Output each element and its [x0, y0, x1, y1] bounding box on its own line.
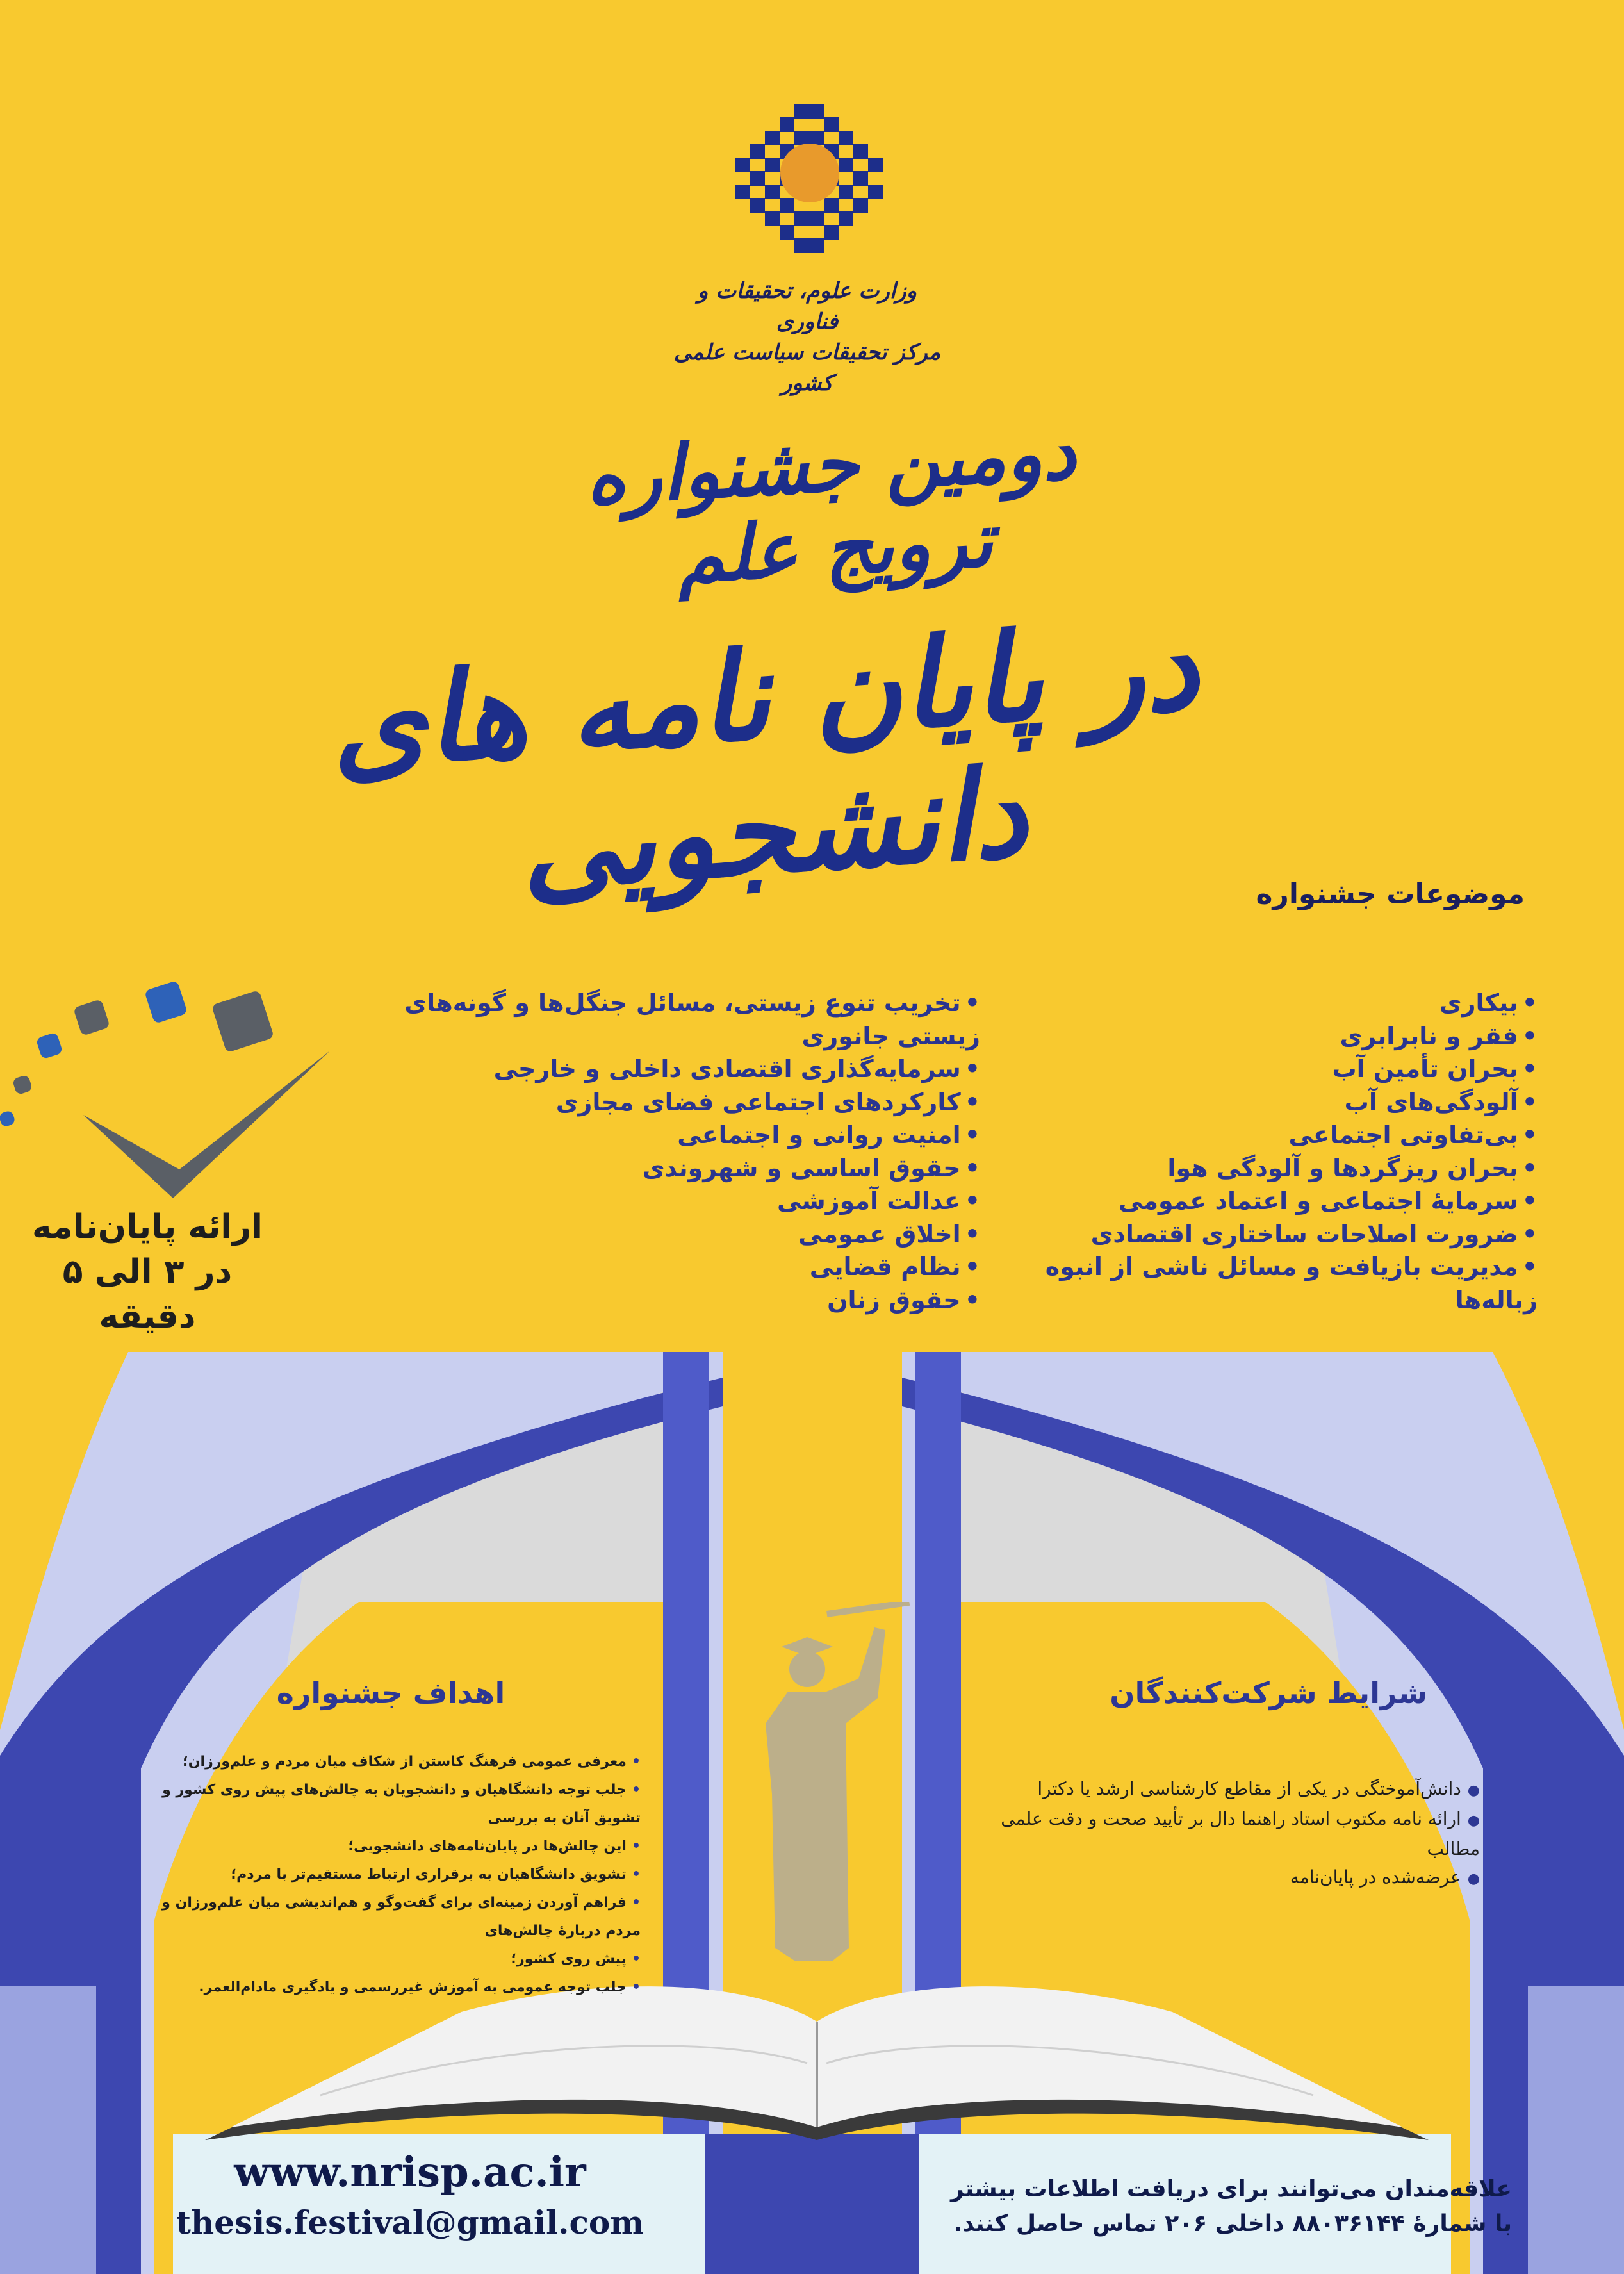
logo-cell — [824, 117, 839, 132]
goal-item: • پیش روی کشور؛ — [141, 1945, 641, 1973]
topic-item: • کارکردهای اجتماعی فضای مجازی — [346, 1086, 980, 1119]
org-line-2: مرکز تحقیقات سیاست علمی کشور — [673, 340, 941, 396]
decor-square — [73, 999, 110, 1036]
topic-item: • آلودگی‌های آب — [961, 1086, 1538, 1119]
presentation-note — [26, 1205, 269, 1339]
organization-name — [666, 276, 948, 399]
decor-square — [0, 1110, 16, 1128]
goal-item: • جلب توجه دانشگاهیان و دانشجویان به چالش‌های پیش روی کشور و تشویق آنان به بررسی — [141, 1776, 641, 1833]
logo-sun — [780, 144, 839, 202]
topic-item: • بی‌تفاوتی اجتماعی — [961, 1119, 1538, 1152]
logo-cell — [794, 238, 809, 253]
logo-cell — [853, 144, 868, 159]
logo-cell — [750, 171, 765, 186]
topic-item: • تخریب تنوع زیستی، مسائل جنگل‌ها و گونه‌های زیستی جانوری — [346, 987, 980, 1053]
decor-square — [144, 980, 188, 1024]
topics-right-list — [961, 987, 1538, 1317]
topic-item: • عدالت آموزشی — [346, 1185, 980, 1218]
goal-item: • این چالش‌ها در پایان‌نامه‌های دانشجویی؛ — [141, 1833, 641, 1861]
logo-cell — [824, 198, 839, 213]
logo-cell — [868, 158, 883, 172]
topic-item: • بیکاری — [961, 987, 1538, 1020]
festival-subtitle: در پایان نامه های دانشجویی — [325, 593, 1203, 919]
email-link[interactable]: thesis.festival@gmail.com — [176, 2204, 644, 2241]
condition-item: ● دانش‌آموختگی در یکی از مقاطع کارشناسی ارشد یا دکترا — [987, 1775, 1480, 1805]
logo-cell — [839, 211, 853, 226]
checkmark-icon — [77, 1044, 333, 1211]
topic-item: • سرمایهٔ اجتماعی و اعتماد عمومی — [961, 1185, 1538, 1218]
topic-item: • مدیریت بازیافت و مسائل ناشی از انبوه زباله‌ها — [961, 1251, 1538, 1317]
logo-cell — [780, 117, 794, 132]
topic-item: • اخلاق عمومی — [346, 1218, 980, 1251]
logo-cell — [809, 211, 824, 226]
contact-info — [948, 2172, 1512, 2241]
logo-cell — [839, 131, 853, 145]
logo-cell — [839, 158, 853, 172]
footer-links — [141, 2145, 679, 2245]
logo-cell — [809, 104, 824, 119]
logo-cell — [794, 211, 809, 226]
presentation-line-2: در ۳ الی ۵ دقیقه — [62, 1253, 233, 1336]
decor-square — [36, 1032, 63, 1060]
topic-item: • ضرورت اصلاحات ساختاری اقتصادی — [961, 1218, 1538, 1251]
goal-item: • معرفی عمومی فرهنگ کاستن از شکاف میان مردم و علم‌ورزان؛ — [141, 1748, 641, 1776]
festival-title: دومین جشنواره ترویج علم — [583, 407, 1078, 600]
logo-cell — [750, 198, 765, 213]
topic-item: • حقوق زنان — [346, 1284, 980, 1317]
topic-item: • حقوق اساسی و شهروندی — [346, 1152, 980, 1185]
logo-cell — [735, 158, 750, 172]
contact-line-1: علاقه‌مندان می‌توانند برای دریافت اطلاعات بیشتر — [951, 2176, 1512, 2202]
logo-cell — [824, 225, 839, 240]
topics-left-list — [346, 987, 980, 1317]
decor-square — [12, 1075, 33, 1096]
topic-item: • بحران تأمین آب — [961, 1053, 1538, 1086]
logo-cell — [780, 198, 794, 213]
conditions-title: شرایط شرکت‌کنندگان — [1110, 1676, 1427, 1710]
presentation-line-1: ارائه پایان‌نامه — [31, 1208, 263, 1246]
topics-heading: موضوعات جشنواره — [1256, 878, 1525, 910]
logo-cell — [765, 158, 780, 172]
goals-list — [141, 1748, 641, 2002]
conditions-list — [987, 1775, 1480, 1893]
logo-cell — [868, 185, 883, 199]
logo-cell — [780, 225, 794, 240]
logo-cell — [853, 171, 868, 186]
logo-cell — [750, 144, 765, 159]
logo-cell — [809, 238, 824, 253]
goal-item: • جلب توجه عمومی به آموزش غیررسمی و یادگیری مادام‌العمر. — [141, 1973, 641, 2002]
goal-item: • تشویق دانشگاهیان به برقراری ارتباط مستقیم‌تر با مردم؛ — [141, 1861, 641, 1889]
contact-line-2: با شمارهٔ ۸۸۰۳۶۱۴۴ داخلی ۲۰۶ تماس حاصل کنند. — [953, 2211, 1512, 2237]
condition-item: ● ارائه نامه مکتوب استاد راهنما دال بر تأیید صحت و دقت علمی مطالب — [987, 1805, 1480, 1863]
goal-item: • فراهم آوردن زمینه‌ای برای گفت‌وگو و هم‌اندیشی میان علم‌ورزان و مردم دربارهٔ چالش‌های — [141, 1889, 641, 1945]
logo-cell — [794, 104, 809, 119]
logo-cell — [765, 131, 780, 145]
logo-cell — [765, 185, 780, 199]
topic-item: • بحران ریزگردها و آلودگی هوا — [961, 1152, 1538, 1185]
website-link[interactable]: www.nrisp.ac.ir — [234, 2148, 586, 2196]
topic-item: • نظام قضایی — [346, 1251, 980, 1284]
decor-square — [211, 990, 274, 1053]
goals-title: اهداف جشنواره — [276, 1676, 505, 1710]
ministry-logo-icon — [735, 104, 889, 258]
graduate-silhouette-icon — [737, 1602, 916, 1961]
condition-item: ● عرضه‌شده در پایان‌نامه — [987, 1863, 1480, 1893]
logo-cell — [853, 198, 868, 213]
logo-cell — [765, 211, 780, 226]
topic-item: • سرمایه‌گذاری اقتصادی داخلی و خارجی — [346, 1053, 980, 1086]
org-line-1: وزارت علوم، تحقیقات و فناوری — [697, 278, 917, 334]
logo-cell — [735, 185, 750, 199]
logo-cell — [839, 185, 853, 199]
topic-item: • فقر و نابرابری — [961, 1020, 1538, 1053]
topic-item: • امنیت روانی و اجتماعی — [346, 1119, 980, 1152]
